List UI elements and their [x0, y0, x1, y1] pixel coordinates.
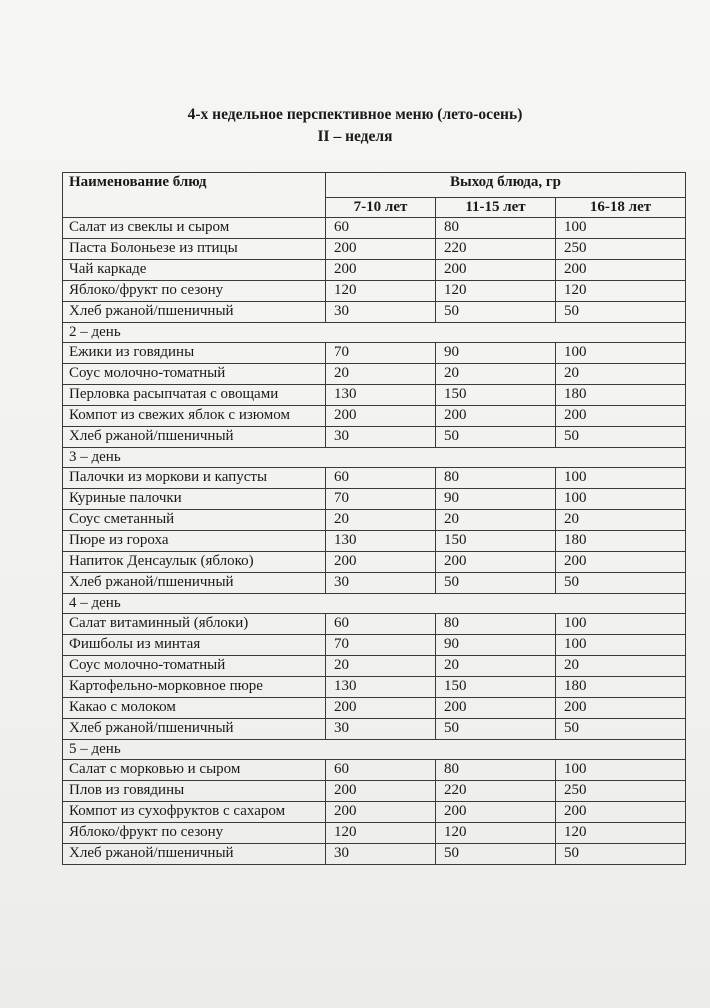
portion-value-cell: 30: [326, 719, 436, 740]
portion-value-cell: 200: [326, 698, 436, 719]
portion-value-cell: 80: [436, 218, 556, 239]
dish-name-cell: Паста Болоньезе из птицы: [63, 239, 326, 260]
portion-value-cell: 20: [436, 656, 556, 677]
portion-value-cell: 200: [436, 406, 556, 427]
portion-value-cell: 120: [436, 281, 556, 302]
document-subtitle: II – неделя: [317, 128, 393, 145]
portion-value-cell: 50: [556, 427, 686, 448]
table-row: [63, 698, 686, 719]
portion-value-cell: 200: [436, 260, 556, 281]
dish-name-cell: Салат из свеклы и сыром: [63, 218, 326, 239]
dish-name-cell: Какао с молоком: [63, 698, 326, 719]
table-row: [63, 468, 686, 489]
portion-value-cell: 150: [436, 385, 556, 406]
portion-value-cell: 60: [326, 468, 436, 489]
header-age-group: 11-15 лет: [436, 198, 556, 218]
portion-value-cell: 200: [326, 260, 436, 281]
portion-value-cell: 50: [436, 427, 556, 448]
portion-value-cell: 20: [556, 656, 686, 677]
dish-name-cell: Чай каркаде: [63, 260, 326, 281]
portion-value-cell: 50: [556, 844, 686, 865]
dish-name-cell: Хлеб ржаной/пшеничный: [63, 573, 326, 594]
portion-value-cell: 20: [326, 510, 436, 531]
table-row: [63, 489, 686, 510]
day-separator-row: [63, 448, 686, 468]
table-row: [63, 656, 686, 677]
dish-name-cell: Напиток Денсаулык (яблоко): [63, 552, 326, 573]
portion-value-cell: 100: [556, 468, 686, 489]
portion-value-cell: 200: [326, 552, 436, 573]
portion-value-cell: 120: [326, 281, 436, 302]
portion-value-cell: 200: [326, 802, 436, 823]
menu-table: [62, 172, 686, 865]
portion-value-cell: 200: [326, 239, 436, 260]
portion-value-cell: 20: [436, 510, 556, 531]
portion-value-cell: 30: [326, 302, 436, 323]
table-row: [63, 635, 686, 656]
portion-value-cell: 200: [436, 802, 556, 823]
dish-name-cell: Соус сметанный: [63, 510, 326, 531]
header-age-group: 7-10 лет: [326, 198, 436, 218]
dish-name-cell: Соус молочно-томатный: [63, 656, 326, 677]
portion-value-cell: 20: [556, 364, 686, 385]
table-row: [63, 719, 686, 740]
portion-value-cell: 70: [326, 343, 436, 364]
header-output: Выход блюда, гр: [326, 173, 686, 198]
dish-name-cell: Компот из свежих яблок с изюмом: [63, 406, 326, 427]
portion-value-cell: 100: [556, 635, 686, 656]
header-age-group: 16-18 лет: [556, 198, 686, 218]
table-row: [63, 343, 686, 364]
portion-value-cell: 90: [436, 635, 556, 656]
portion-value-cell: 130: [326, 385, 436, 406]
portion-value-cell: 130: [326, 677, 436, 698]
dish-name-cell: Хлеб ржаной/пшеничный: [63, 302, 326, 323]
table-row: [63, 781, 686, 802]
portion-value-cell: 150: [436, 531, 556, 552]
portion-value-cell: 200: [436, 552, 556, 573]
day-label: 5 – день: [63, 740, 686, 760]
dish-name-cell: Салат с морковью и сыром: [63, 760, 326, 781]
dish-name-cell: Фишболы из минтая: [63, 635, 326, 656]
portion-value-cell: 20: [436, 364, 556, 385]
portion-value-cell: 250: [556, 781, 686, 802]
portion-value-cell: 200: [436, 698, 556, 719]
portion-value-cell: 200: [556, 802, 686, 823]
portion-value-cell: 80: [436, 760, 556, 781]
dish-name-cell: Перловка расыпчатая с овощами: [63, 385, 326, 406]
table-row: [63, 614, 686, 635]
portion-value-cell: 120: [436, 823, 556, 844]
table-row: [63, 823, 686, 844]
dish-name-cell: Хлеб ржаной/пшеничный: [63, 844, 326, 865]
day-label: 3 – день: [63, 448, 686, 468]
table-row: [63, 427, 686, 448]
portion-value-cell: 100: [556, 760, 686, 781]
portion-value-cell: 90: [436, 343, 556, 364]
portion-value-cell: 70: [326, 489, 436, 510]
day-separator-row: [63, 594, 686, 614]
day-separator-row: [63, 323, 686, 343]
document-title: 4-х недельное перспективное меню (лето-осень): [187, 106, 523, 123]
portion-value-cell: 50: [436, 844, 556, 865]
table-row: [63, 531, 686, 552]
portion-value-cell: 60: [326, 218, 436, 239]
dish-name-cell: Яблоко/фрукт по сезону: [63, 823, 326, 844]
table-row: [63, 510, 686, 531]
portion-value-cell: 30: [326, 573, 436, 594]
portion-value-cell: 130: [326, 531, 436, 552]
day-separator-row: [63, 740, 686, 760]
table-row: [63, 364, 686, 385]
dish-name-cell: Палочки из моркови и капусты: [63, 468, 326, 489]
portion-value-cell: 200: [326, 406, 436, 427]
portion-value-cell: 80: [436, 468, 556, 489]
portion-value-cell: 60: [326, 760, 436, 781]
portion-value-cell: 50: [556, 573, 686, 594]
portion-value-cell: 30: [326, 844, 436, 865]
dish-name-cell: Хлеб ржаной/пшеничный: [63, 719, 326, 740]
dish-name-cell: Компот из сухофруктов с сахаром: [63, 802, 326, 823]
portion-value-cell: 20: [326, 364, 436, 385]
dish-name-cell: Соус молочно-томатный: [63, 364, 326, 385]
portion-value-cell: 30: [326, 427, 436, 448]
portion-value-cell: 50: [556, 719, 686, 740]
table-row: [63, 760, 686, 781]
portion-value-cell: 90: [436, 489, 556, 510]
portion-value-cell: 50: [436, 719, 556, 740]
dish-name-cell: Салат витаминный (яблоки): [63, 614, 326, 635]
dish-name-cell: Плов из говядины: [63, 781, 326, 802]
dish-name-cell: Куриные палочки: [63, 489, 326, 510]
portion-value-cell: 60: [326, 614, 436, 635]
portion-value-cell: 120: [556, 823, 686, 844]
portion-value-cell: 20: [326, 656, 436, 677]
dish-name-cell: Картофельно-морковное пюре: [63, 677, 326, 698]
portion-value-cell: 220: [436, 781, 556, 802]
portion-value-cell: 20: [556, 510, 686, 531]
portion-value-cell: 50: [436, 573, 556, 594]
dish-name-cell: Ежики из говядины: [63, 343, 326, 364]
portion-value-cell: 50: [436, 302, 556, 323]
portion-value-cell: 200: [556, 260, 686, 281]
portion-value-cell: 200: [556, 406, 686, 427]
table-row: [63, 406, 686, 427]
portion-value-cell: 100: [556, 218, 686, 239]
portion-value-cell: 180: [556, 385, 686, 406]
portion-value-cell: 100: [556, 614, 686, 635]
table-row: [63, 260, 686, 281]
header-dish-name: Наименование блюд: [63, 173, 326, 218]
portion-value-cell: 200: [556, 698, 686, 719]
portion-value-cell: 100: [556, 489, 686, 510]
table-row: [63, 677, 686, 698]
portion-value-cell: 180: [556, 531, 686, 552]
portion-value-cell: 120: [326, 823, 436, 844]
table-row: [63, 239, 686, 260]
portion-value-cell: 180: [556, 677, 686, 698]
day-label: 2 – день: [63, 323, 686, 343]
day-label: 4 – день: [63, 594, 686, 614]
table-row: [63, 302, 686, 323]
portion-value-cell: 80: [436, 614, 556, 635]
portion-value-cell: 200: [326, 781, 436, 802]
portion-value-cell: 150: [436, 677, 556, 698]
portion-value-cell: 250: [556, 239, 686, 260]
table-row: [63, 802, 686, 823]
portion-value-cell: 50: [556, 302, 686, 323]
table-row: [63, 281, 686, 302]
table-row: [63, 573, 686, 594]
table-row: [63, 218, 686, 239]
portion-value-cell: 200: [556, 552, 686, 573]
portion-value-cell: 100: [556, 343, 686, 364]
portion-value-cell: 70: [326, 635, 436, 656]
table-row: [63, 844, 686, 865]
portion-value-cell: 120: [556, 281, 686, 302]
dish-name-cell: Хлеб ржаной/пшеничный: [63, 427, 326, 448]
table-row: [63, 385, 686, 406]
dish-name-cell: Пюре из гороха: [63, 531, 326, 552]
table-row: [63, 552, 686, 573]
dish-name-cell: Яблоко/фрукт по сезону: [63, 281, 326, 302]
portion-value-cell: 220: [436, 239, 556, 260]
